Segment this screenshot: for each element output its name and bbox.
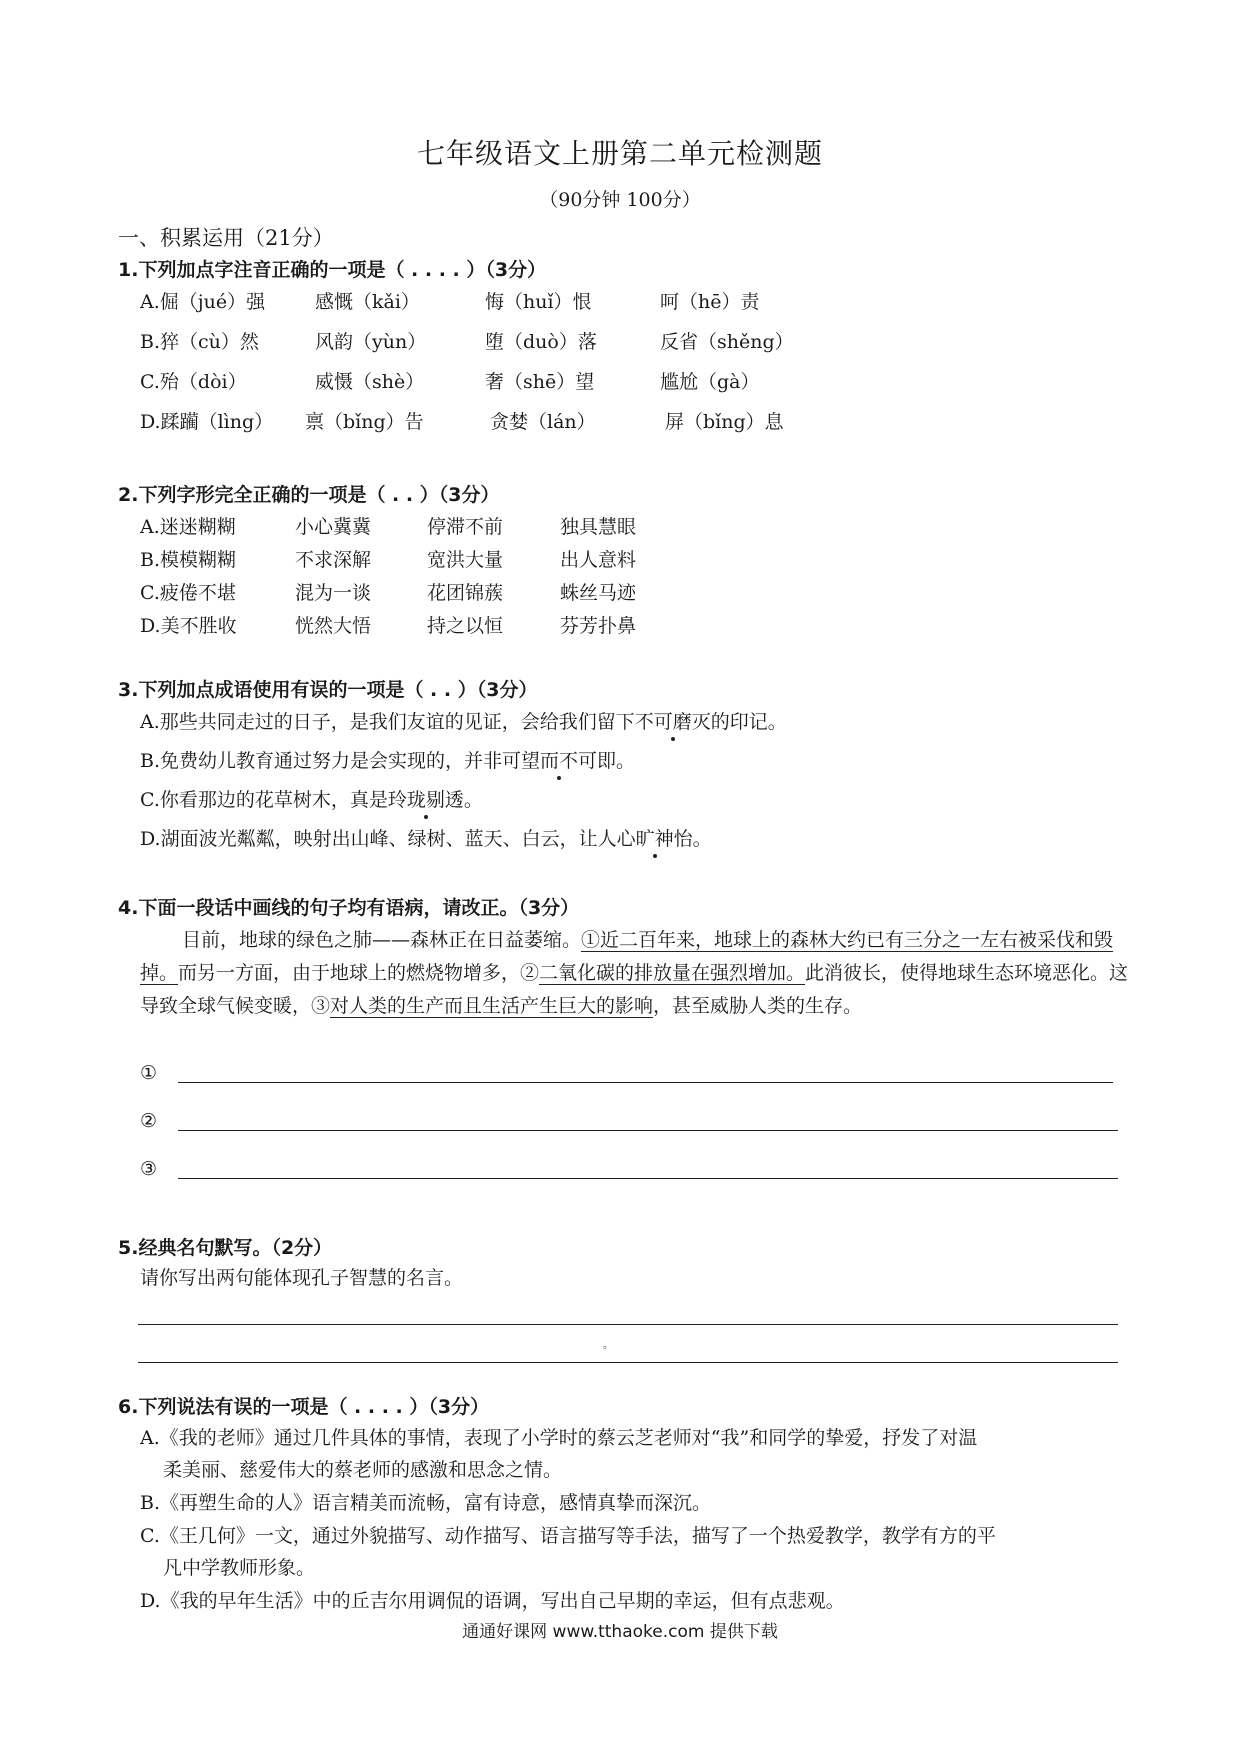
question-3-option-d: [140, 824, 712, 851]
option-a-item-1: A.倔（jué）强: [140, 291, 266, 313]
question-6-option-a-line-2: 柔美丽、慈爱伟大的蔡老师的感激和思念之情。: [163, 1459, 563, 1481]
answer-marker-3: ③: [140, 1158, 158, 1180]
dotted-idiom: 可望而不可即: [502, 746, 616, 773]
question-6-stem: 6.下列说法有误的一项是（ . . . . ）（3分）: [118, 1396, 490, 1418]
underlined-sentence-2: 二氧化碳的排放量在强烈增加。: [539, 962, 806, 984]
page-title: 七年级语文上册第二单元检测题: [416, 137, 823, 170]
passage-text: 而另一方面，由于地球上的燃烧物增多，②: [178, 962, 540, 984]
option-text: 的印记。: [710, 711, 787, 733]
question-6-option-b: B.《再塑生命的人》语言精美而流畅，富有诗意，感情真挚而深沉。: [140, 1492, 712, 1514]
period-mark: 。: [603, 1340, 613, 1351]
option-b-item-2: 风韵（yùn）: [315, 331, 427, 353]
option-a-item-3: 悔（huǐ）恨: [485, 291, 592, 313]
answer-marker-2: ②: [140, 1110, 158, 1132]
question-6-option-c-line-2: 凡中学教师形象。: [163, 1557, 316, 1579]
question-5-stem: 5.经典名句默写。（2分）: [118, 1237, 333, 1259]
option-d-item-2: 恍然大悟: [295, 615, 372, 637]
option-b-item-2: 不求深解: [295, 549, 372, 571]
question-3-option-b: [140, 746, 635, 773]
passage-text: 目前，地球的绿色之肺——森林正在日益萎缩。: [182, 929, 582, 951]
section-heading: 一、积累运用（21分）: [118, 226, 334, 250]
option-text: 。: [692, 828, 712, 850]
question-5-prompt: 请你写出两句能体现孔子智慧的名言。: [140, 1267, 464, 1289]
option-a-item-3: 停滞不前: [427, 516, 504, 538]
option-d-item-4: 芬芳扑鼻: [560, 615, 637, 637]
option-a-item-1: A.迷迷糊糊: [140, 516, 236, 538]
option-b-item-4: 出人意料: [560, 549, 637, 571]
question-3-stem: 3.下列加点成语使用有误的一项是（ . . ）（3分）: [118, 679, 538, 701]
option-a-item-4: 呵（hē）责: [660, 291, 760, 313]
question-3-option-a: [140, 707, 787, 734]
option-c-item-4: 蛛丝马迹: [560, 582, 637, 604]
option-c-item-2: 威慑（shè）: [315, 371, 425, 393]
option-d-item-3: 贪婪（lán）: [490, 411, 596, 433]
exam-time-score: （90分钟 100分）: [539, 189, 701, 211]
answer-marker-1: ①: [140, 1062, 158, 1084]
option-d-item-3: 持之以恒: [427, 615, 504, 637]
passage-text: ，甚至威胁人类的生存。: [653, 995, 863, 1017]
option-b-item-1: B.猝（cù）然: [140, 331, 259, 353]
question-6-option-c-line-1: C.《王几何》一文，通过外貌描写、动作描写、语言描写等手法，描写了一个热爱教学，教学有方的平: [140, 1525, 996, 1547]
option-d-item-1: D.美不胜收: [140, 615, 237, 637]
passage-text: 此消彼长，使得地球生态环境恶化。这导致全球气候变暖，③: [140, 962, 1129, 1017]
question-6-option-a-line-1: A.《我的老师》通过几件具体的事情，表现了小学时的蔡云芝老师对“我”和同学的挚爱，抒发了对温: [140, 1427, 978, 1449]
option-text: 。: [616, 750, 636, 772]
option-c-item-4: 尴尬（gà）: [660, 371, 760, 393]
option-b-item-1: B.模模糊糊: [140, 549, 237, 571]
answer-line-5[interactable]: [138, 1362, 1118, 1363]
option-b-item-3: 堕（duò）落: [485, 331, 597, 353]
footer-credit: 通通好课网 www.tthaoke.com 提供下载: [462, 1622, 778, 1642]
option-b-item-4: 反省（shěng）: [660, 331, 794, 353]
option-a-item-4: 独具慧眼: [560, 516, 637, 538]
option-text: A.那些共同走过的日子，是我们友谊的见证，会给我们留下: [140, 711, 635, 733]
answer-line-2[interactable]: [178, 1130, 1118, 1131]
option-d-item-1: D.蹂躏（lìng）: [140, 411, 274, 433]
option-text: 。: [463, 789, 483, 811]
option-a-item-2: 小心冀冀: [295, 516, 372, 538]
answer-line-3[interactable]: [178, 1178, 1118, 1179]
dotted-idiom: 心旷神怡: [617, 824, 693, 851]
option-c-item-1: C.疲倦不堪: [140, 582, 236, 604]
dotted-idiom: 不可磨灭: [635, 707, 711, 734]
option-a-item-2: 感慨（kǎi）: [315, 291, 420, 313]
question-1-stem: 1.下列加点字注音正确的一项是（ . . . . ）（3分）: [118, 259, 547, 281]
option-d-item-2: 禀（bǐng）告: [305, 411, 424, 433]
question-4-stem: 4.下面一段话中画线的句子均有语病，请改正。（3分）: [118, 897, 580, 919]
dotted-idiom: 玲珑剔透: [388, 785, 464, 812]
option-c-item-3: 花团锦蔟: [427, 582, 504, 604]
option-c-item-1: C.殆（dòi）: [140, 371, 247, 393]
option-text: D.湖面波光粼粼，映射出山峰、绿树、蓝天、白云，让人: [140, 828, 617, 850]
option-d-item-4: 屏（bǐng）息: [665, 411, 784, 433]
option-c-item-3: 奢（shē）望: [485, 371, 595, 393]
question-3-option-c: [140, 785, 483, 812]
answer-line-1[interactable]: [178, 1082, 1113, 1083]
underlined-sentence-3: 对人类的生产而且生活产生巨大的影响: [330, 995, 654, 1017]
question-4-passage: [140, 924, 1130, 1023]
option-c-item-2: 混为一谈: [295, 582, 372, 604]
option-b-item-3: 宽洪大量: [427, 549, 504, 571]
option-text: B.免费幼儿教育通过努力是会实现的，并非: [140, 750, 503, 772]
question-6-option-d: D.《我的早年生活》中的丘吉尔用调侃的语调，写出自己早期的幸运，但有点悲观。: [140, 1590, 845, 1612]
option-text: C.你看那边的花草树木，真是: [140, 789, 388, 811]
question-2-stem: 2.下列字形完全正确的一项是（ . . ）（3分）: [118, 484, 500, 506]
underlined-sentence-1: ①近二百年来，地球上的森林大约已有三分之一左右被采伐和毁掉。: [140, 929, 1114, 984]
answer-line-4[interactable]: [138, 1324, 1118, 1325]
